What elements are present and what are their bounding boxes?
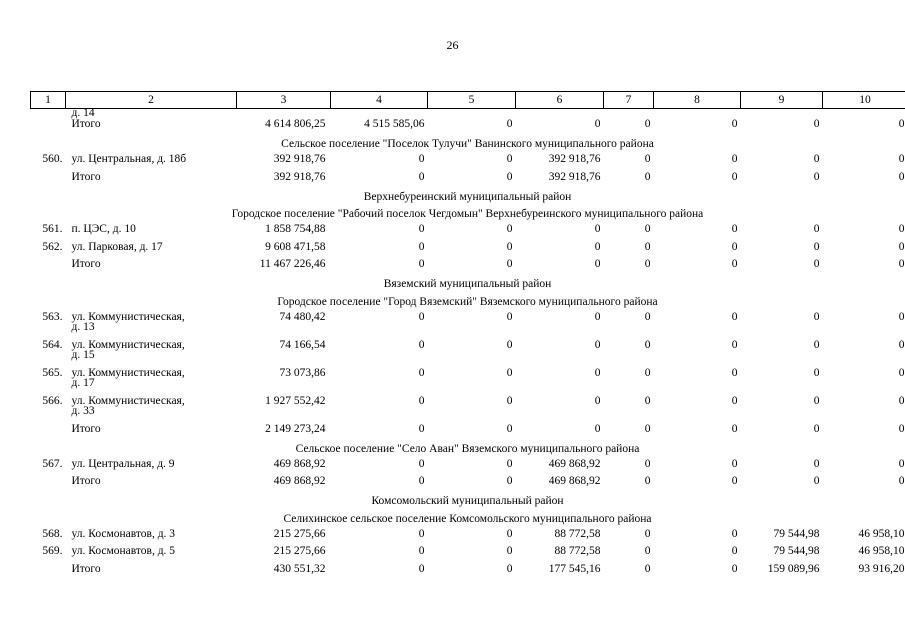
address-line: ул. Коммунистическая, (71, 394, 185, 407)
row-number: 568. (42, 527, 63, 540)
continuation-row (31, 109, 905, 119)
value-cell: 0 (594, 223, 601, 235)
value-cell: 0 (506, 258, 513, 270)
row-number (31, 258, 66, 276)
value-cell: 0 (813, 338, 820, 351)
value-cell: 0 (506, 366, 513, 379)
table-body (31, 109, 905, 581)
value-cell: 0 (813, 422, 820, 435)
value-cell: 4 515 585,06 (364, 118, 425, 130)
address-cell: Итого (71, 562, 101, 575)
subtotal-row (31, 475, 905, 493)
row-number: 566. (42, 394, 63, 407)
value-cell: 0 (506, 527, 513, 540)
value-cell: 0 (731, 394, 738, 407)
value-cell: 0 (644, 545, 651, 557)
column-header: 2 (66, 92, 237, 109)
column-header: 1 (31, 92, 66, 109)
value-cell: 392 918,76 (548, 170, 601, 183)
value-cell: 93 916,20 (858, 562, 905, 575)
value-cell: 0 (594, 118, 601, 130)
value-cell: 0 (813, 366, 820, 379)
row-number (31, 475, 66, 493)
section-header-row (31, 136, 905, 154)
table-row (31, 395, 905, 423)
value-cell: 73 073,86 (279, 366, 326, 379)
value-cell: 0 (506, 153, 513, 165)
value-cell: 0 (813, 475, 820, 487)
value-cell: 0 (898, 457, 905, 470)
address-line: ул. Коммунистическая, (71, 366, 185, 379)
value-cell: 0 (898, 153, 905, 165)
row-number: 561. (42, 223, 63, 235)
address-cell: ул. Космонавтов, д. 3 (71, 527, 176, 540)
value-cell: 11 467 226,46 (259, 258, 326, 270)
value-cell: 469 868,92 (548, 457, 601, 470)
value-cell: 0 (506, 118, 513, 130)
value-cell: 79 544,98 (773, 527, 820, 540)
value-cell: 0 (898, 118, 905, 130)
section-title: Селихинское сельское поселение Комсомольского муниципального района (283, 512, 652, 525)
row-number (31, 118, 66, 136)
value-cell: 0 (594, 258, 601, 270)
subtotal-row (31, 258, 905, 276)
value-cell: 0 (418, 240, 425, 253)
section-header-row (31, 188, 905, 206)
value-cell: 0 (644, 258, 651, 270)
address-cell: Итого (71, 475, 101, 487)
value-cell: 0 (594, 310, 601, 323)
value-cell: 0 (813, 153, 820, 165)
value-cell: 159 089,96 (767, 562, 820, 575)
column-header: 4 (331, 92, 428, 109)
value-cell: 0 (731, 366, 738, 379)
value-cell: 0 (594, 338, 601, 351)
value-cell: 0 (898, 223, 905, 235)
address-cell: Итого (71, 170, 101, 183)
section-title: Сельское поселение "Поселок Тулучи" Ванинского муниципального района (281, 138, 654, 151)
value-cell: 0 (644, 562, 651, 575)
value-cell: 0 (644, 310, 651, 323)
value-cell: 0 (813, 310, 820, 323)
value-cell: 0 (418, 527, 425, 540)
address-line: ул. Коммунистическая, (71, 310, 185, 323)
value-cell: 0 (418, 258, 425, 270)
value-cell: 215 275,66 (273, 527, 326, 540)
value-cell: 0 (813, 258, 820, 270)
data-table (30, 91, 905, 580)
value-cell: 0 (506, 545, 513, 557)
address-cell: Итого (71, 258, 101, 270)
value-cell: 0 (731, 422, 738, 435)
address-cell (66, 339, 237, 367)
value-cell: 0 (898, 422, 905, 435)
table-row (31, 545, 905, 563)
row-number: 564. (42, 338, 63, 351)
column-header: 7 (604, 92, 654, 109)
section-header-row (31, 510, 905, 528)
value-cell: 0 (418, 338, 425, 351)
row-number (31, 563, 66, 581)
value-cell: 0 (418, 457, 425, 470)
value-cell: 0 (506, 170, 513, 183)
value-cell: 1 858 754,88 (265, 223, 326, 235)
value-cell: 0 (644, 240, 651, 253)
value-cell: 0 (731, 258, 738, 270)
value-cell: 430 551,32 (273, 562, 326, 575)
table-row (31, 223, 905, 241)
row-number (31, 171, 66, 189)
section-title: Сельское поселение "Село Аван" Вяземского муниципального района (295, 442, 640, 455)
table-row (31, 528, 905, 546)
value-cell: 0 (644, 118, 651, 130)
value-cell: 0 (506, 240, 513, 253)
value-cell: 469 868,92 (548, 475, 601, 487)
value-cell: 0 (731, 562, 738, 575)
value-cell: 215 275,66 (273, 545, 326, 557)
value-cell: 0 (594, 240, 601, 253)
subtotal-row (31, 171, 905, 189)
address-cell: Итого (71, 422, 101, 435)
row-number: 560. (42, 153, 63, 165)
value-cell: 0 (731, 170, 738, 183)
value-cell: 0 (813, 394, 820, 407)
value-cell: 4 614 806,25 (265, 118, 326, 130)
value-cell: 0 (898, 240, 905, 253)
address-cell (66, 367, 237, 395)
table-row (31, 311, 905, 339)
address-cell: п. ЦЭС, д. 10 (71, 223, 136, 235)
value-cell: 0 (506, 223, 513, 235)
value-cell: 0 (644, 153, 651, 165)
value-cell: 0 (731, 527, 738, 540)
value-cell: 0 (644, 394, 651, 407)
value-cell: 0 (418, 545, 425, 557)
page-number: 26 (446, 38, 459, 52)
value-cell: 0 (731, 240, 738, 253)
address-cell: д. 14 (71, 107, 95, 119)
value-cell: 0 (644, 457, 651, 470)
address-line: д. 33 (71, 404, 95, 417)
row-number (31, 423, 66, 441)
value-cell: 0 (898, 310, 905, 323)
address-cell (66, 311, 237, 339)
value-cell: 2 149 273,24 (265, 422, 326, 435)
value-cell: 0 (731, 457, 738, 470)
value-cell: 0 (506, 457, 513, 470)
value-cell: 0 (731, 338, 738, 351)
value-cell: 0 (731, 223, 738, 235)
value-cell: 0 (898, 366, 905, 379)
value-cell: 0 (418, 394, 425, 407)
value-cell: 0 (506, 310, 513, 323)
column-header: 9 (741, 92, 823, 109)
section-header-row (31, 206, 905, 224)
value-cell: 9 608 471,58 (265, 240, 326, 253)
value-cell: 0 (731, 310, 738, 323)
section-title: Городское поселение "Рабочий поселок Чегдомын" Верхнебуреинского муниципального района (231, 208, 704, 221)
value-cell: 0 (506, 562, 513, 575)
value-cell: 0 (418, 475, 425, 487)
value-cell: 0 (898, 258, 905, 270)
value-cell: 0 (644, 223, 651, 235)
value-cell: 0 (418, 422, 425, 435)
value-cell: 0 (506, 475, 513, 487)
value-cell: 0 (813, 170, 820, 183)
row-number: 563. (42, 310, 63, 323)
value-cell: 0 (898, 338, 905, 351)
value-cell: 0 (644, 170, 651, 183)
value-cell: 0 (506, 338, 513, 351)
table-row (31, 153, 905, 171)
value-cell: 0 (418, 366, 425, 379)
value-cell: 0 (813, 223, 820, 235)
value-cell: 0 (813, 457, 820, 470)
section-header-row (31, 440, 905, 458)
section-title: Городское поселение "Город Вяземский" Вяземского муниципального района (277, 295, 658, 308)
address-line: ул. Коммунистическая, (71, 338, 185, 351)
value-cell: 0 (594, 394, 601, 407)
value-cell: 0 (731, 475, 738, 487)
section-header-row (31, 293, 905, 311)
value-cell: 0 (418, 170, 425, 183)
value-cell: 0 (418, 562, 425, 575)
section-header-row (31, 276, 905, 294)
value-cell: 0 (644, 366, 651, 379)
value-cell: 0 (644, 475, 651, 487)
value-cell: 392 918,76 (273, 170, 326, 183)
value-cell: 469 868,92 (273, 475, 326, 487)
value-cell: 469 868,92 (273, 457, 326, 470)
value-cell: 1 927 552,42 (265, 394, 326, 407)
value-cell: 0 (898, 475, 905, 487)
subtotal-row (31, 563, 905, 581)
value-cell: 46 958,10 (858, 527, 905, 540)
table-row (31, 458, 905, 476)
column-header: 8 (654, 92, 741, 109)
address-line: д. 15 (71, 348, 95, 361)
address-cell (66, 395, 237, 423)
address-cell: ул. Центральная, д. 18б (71, 153, 187, 165)
address-line: д. 13 (71, 320, 95, 333)
table-row (31, 241, 905, 259)
value-cell: 0 (644, 422, 651, 435)
value-cell: 74 480,42 (279, 310, 326, 323)
subtotal-row (31, 423, 905, 441)
value-cell: 88 772,58 (554, 527, 601, 540)
value-cell: 0 (418, 310, 425, 323)
value-cell: 0 (506, 394, 513, 407)
row-number: 567. (42, 457, 63, 470)
value-cell: 88 772,58 (554, 545, 601, 557)
value-cell: 46 958,10 (858, 545, 905, 557)
value-cell: 392 918,76 (273, 153, 326, 165)
column-header: 10 (823, 92, 905, 109)
row-number: 569. (42, 545, 63, 557)
value-cell: 0 (731, 153, 738, 165)
value-cell: 0 (418, 223, 425, 235)
row-number: 565. (42, 366, 63, 379)
value-cell: 0 (506, 422, 513, 435)
address-cell: Итого (71, 118, 101, 130)
value-cell: 392 918,76 (548, 153, 601, 165)
row-number: 562. (42, 240, 63, 253)
value-cell: 0 (594, 422, 601, 435)
address-cell: ул. Центральная, д. 9 (71, 457, 175, 470)
section-title: Вяземский муниципальный район (383, 278, 552, 291)
address-cell: ул. Парковая, д. 17 (71, 240, 163, 253)
value-cell: 0 (813, 240, 820, 253)
section-header-row (31, 493, 905, 511)
subtotal-row (31, 118, 905, 136)
column-header: 5 (428, 92, 516, 109)
value-cell: 0 (898, 394, 905, 407)
table-row (31, 367, 905, 395)
column-header: 3 (237, 92, 331, 109)
column-header: 6 (516, 92, 604, 109)
table-header-row (31, 92, 905, 109)
value-cell: 0 (731, 545, 738, 557)
value-cell: 0 (813, 118, 820, 130)
value-cell: 0 (731, 118, 738, 130)
value-cell: 0 (594, 366, 601, 379)
value-cell: 177 545,16 (548, 562, 601, 575)
value-cell: 0 (898, 170, 905, 183)
value-cell: 74 166,54 (279, 338, 326, 351)
value-cell: 79 544,98 (773, 545, 820, 557)
value-cell: 0 (644, 527, 651, 540)
table-row (31, 339, 905, 367)
address-line: д. 17 (71, 376, 95, 389)
section-title: Верхнебуреинский муниципальный район (363, 190, 572, 203)
section-title: Комсомольский муниципальный район (371, 495, 564, 508)
value-cell: 0 (418, 153, 425, 165)
value-cell: 0 (644, 338, 651, 351)
address-cell: ул. Космонавтов, д. 5 (71, 545, 176, 557)
